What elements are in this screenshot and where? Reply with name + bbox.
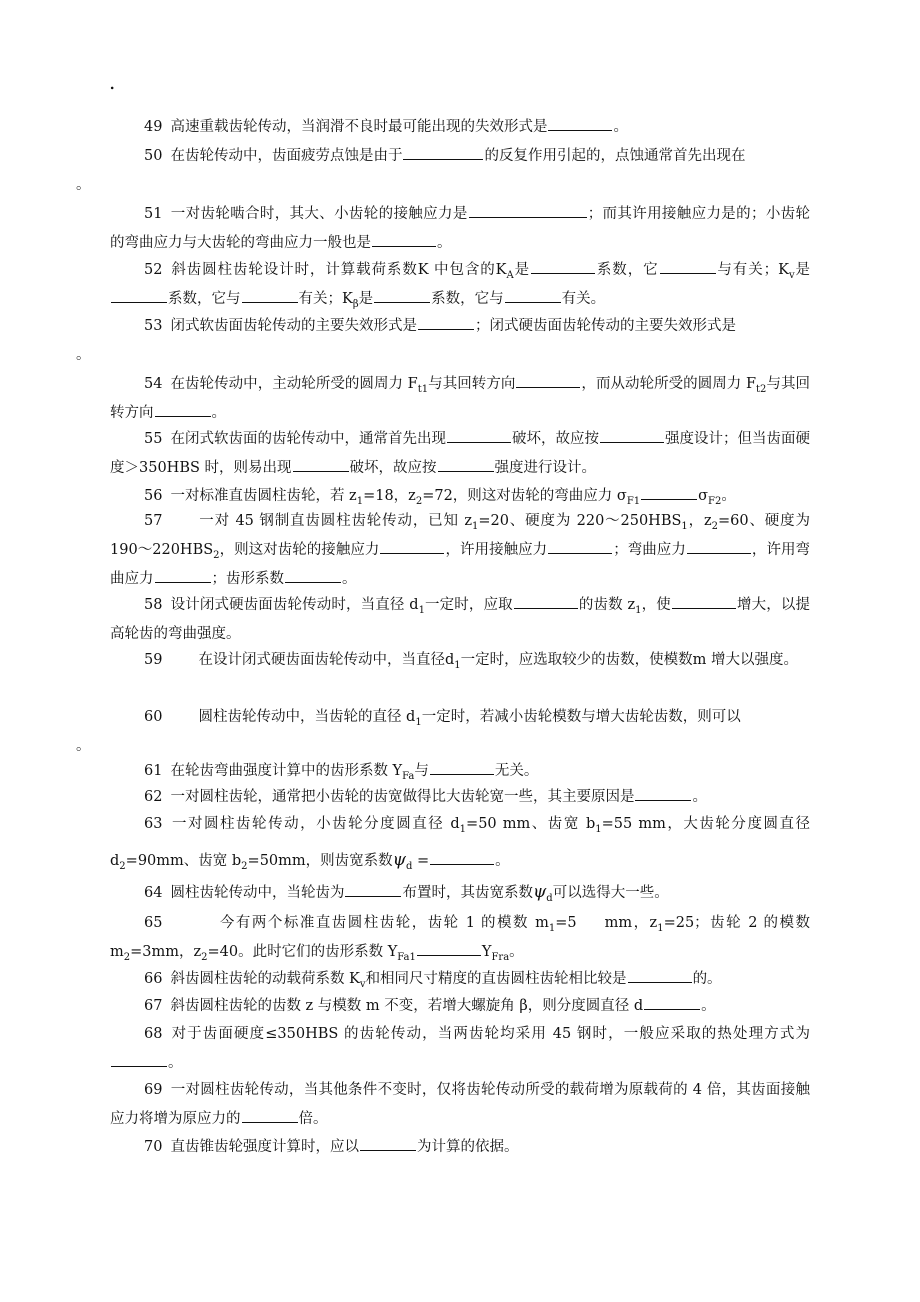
blank[interactable] <box>600 428 664 443</box>
question-58: 58 设计闭式硬齿面齿轮传动时，当直径 $d_1$一定时，应取 的齿数 $z_1$，使 增大，以提高轮齿的弯曲强度。 <box>110 591 810 649</box>
leading-dot: . <box>109 70 116 94</box>
blank[interactable] <box>548 539 612 554</box>
blank[interactable] <box>242 288 298 303</box>
blank[interactable] <box>285 568 341 583</box>
blank[interactable] <box>242 1108 298 1123</box>
blank[interactable] <box>514 594 578 609</box>
psi-symbol: ψ <box>532 882 547 902</box>
question-52: 52 斜齿圆柱齿轮设计时，计算载荷系数K 中包含的$K_A$是 系数，它 与有关；$K_v$是系数，它与 有关；$K_\beta$是 系数，它与 有关。 <box>110 256 810 314</box>
blank[interactable] <box>447 428 511 443</box>
blank[interactable] <box>641 485 697 500</box>
blank[interactable] <box>403 145 483 160</box>
blank[interactable] <box>531 259 595 274</box>
question-68: 68 对于齿面硬度≤350HBS 的齿轮传动，当两齿轮均采用 45 钢时，一般应采取的热处理方式为。 <box>110 1020 810 1078</box>
question-50: 50 在齿轮传动中，齿面疲劳点蚀是由于 的反复作用引起的，点蚀通常首先出现在 。 <box>110 142 810 200</box>
question-63: 63 一对圆柱齿轮传动，小齿轮分度圆直径 $d_1=50$ mm、齿宽 $b_1=55$ mm，大齿轮分度圆直径 $d_2=90mm$、齿宽 $b_2=50mm$，则齿宽系数$\psi_d$ = 。 <box>110 816 810 872</box>
blank[interactable] <box>380 539 444 554</box>
blank[interactable] <box>418 315 474 330</box>
blank[interactable] <box>628 968 692 983</box>
question-66: 66 斜齿圆柱齿轮的动载荷系数 $K_v$和相同尺寸精度的直齿圆柱齿轮相比较是 的。 <box>110 965 810 994</box>
blank[interactable] <box>469 203 587 218</box>
blank[interactable] <box>111 1052 167 1067</box>
blank[interactable] <box>644 995 700 1010</box>
question-65: 65 今有两个标准直齿圆柱齿轮，齿轮 1 的模数 $m_1=5$ mm，$z_1=25$；齿轮 2 的模数 $m_2=3mm$，$z_2=40$。此时它们的齿形系数 $Y_{Fa1}$ $Y_{Fra}$。 <box>110 915 810 963</box>
question-54: 54 在齿轮传动中，主动轮所受的圆周力 $F_{t1}$与其回转方向 ，而从动轮所受的圆周力 $F_{t2}$与其回转方向 。 <box>110 370 810 428</box>
blank[interactable] <box>155 402 211 417</box>
blank[interactable] <box>516 373 580 388</box>
blank[interactable] <box>372 232 436 247</box>
blank[interactable] <box>111 288 167 303</box>
blank[interactable] <box>430 850 494 865</box>
question-60: 60 圆柱齿轮传动中，当齿轮的直径 $d_1$一定时，若减小齿轮模数与增大齿轮齿数，则可以 。 <box>76 709 741 754</box>
psi-symbol: ψ <box>392 850 406 870</box>
question-67: 67 斜齿圆柱齿轮的齿数 z 与模数 m 不变，若增大螺旋角 β，则分度圆直径 d 。 <box>110 992 810 1021</box>
blank[interactable] <box>687 539 751 554</box>
blank[interactable] <box>417 941 481 956</box>
blank[interactable] <box>155 568 211 583</box>
blank[interactable] <box>635 786 691 801</box>
question-59: 59 在设计闭式硬齿面齿轮传动中，当直径$d_1$一定时，应选取较少的齿数，使模数m 增大以强度。 <box>144 652 798 671</box>
question-57: 57 一对 45 钢制直齿圆柱齿轮传动，已知 $z_1=20$、硬度为 $220\sim 250HBS_1$，$z_2=60$、硬度为 $190\sim 220HBS_2$，则这对齿轮的接触应力 ，许用接触应力 ；弯曲应力 ，许用弯曲应力 ；齿形系数 。 <box>110 513 811 587</box>
blank[interactable] <box>438 457 494 472</box>
blank[interactable] <box>505 288 561 303</box>
question-49: 49 高速重载齿轮传动，当润滑不良时最可能出现的失效形式是 。 <box>110 113 810 142</box>
question-61: 61 在轮齿弯曲强度计算中的齿形系数 $Y_{Fa}$与 无关。 <box>110 757 810 786</box>
blank[interactable] <box>430 760 494 775</box>
blank[interactable] <box>548 116 612 131</box>
question-53: 53 闭式软齿面齿轮传动的主要失效形式是 ；闭式硬齿面齿轮传动的主要失效形式是 。 <box>110 312 810 370</box>
question-69: 69 一对圆柱齿轮传动，当其他条件不变时，仅将齿轮传动所受的载荷增为原载荷的 4 倍，其齿面接触应力将增为原应力的 倍。 <box>110 1082 810 1127</box>
question-51: 51 一对齿轮啮合时，其大、小齿轮的接触应力是 ；而其许用接触应力是的；小齿轮的弯曲应力与大齿轮的弯曲应力一般也是 。 <box>110 200 810 258</box>
blank[interactable] <box>360 1136 416 1151</box>
blank[interactable] <box>374 288 430 303</box>
blank[interactable] <box>345 882 401 897</box>
question-70: 70 直齿锥齿轮强度计算时，应以 为计算的依据。 <box>110 1133 810 1162</box>
question-55: 55 在闭式软齿面的齿轮传动中，通常首先出现 破坏，故应按 强度设计；但当齿面硬度＞350HBS 时，则易出现 破坏，故应按 强度进行设计。 <box>110 425 810 483</box>
question-56: 56 一对标准直齿圆柱齿轮，若 $z_1=18$，$z_2=72$，则这对齿轮的弯曲应力 $\sigma_{F1}$ $\sigma_{F2}$。 <box>110 482 810 511</box>
blank[interactable] <box>672 594 736 609</box>
question-62: 62 一对圆柱齿轮，通常把小齿轮的齿宽做得比大齿轮宽一些，其主要原因是 。 <box>110 783 810 812</box>
blank[interactable] <box>293 457 349 472</box>
question-64: 64 圆柱齿轮传动中，当轮齿为 布置时，其齿宽系数$\psi_d$可以选得大一些。 <box>144 882 669 904</box>
blank[interactable] <box>660 259 716 274</box>
